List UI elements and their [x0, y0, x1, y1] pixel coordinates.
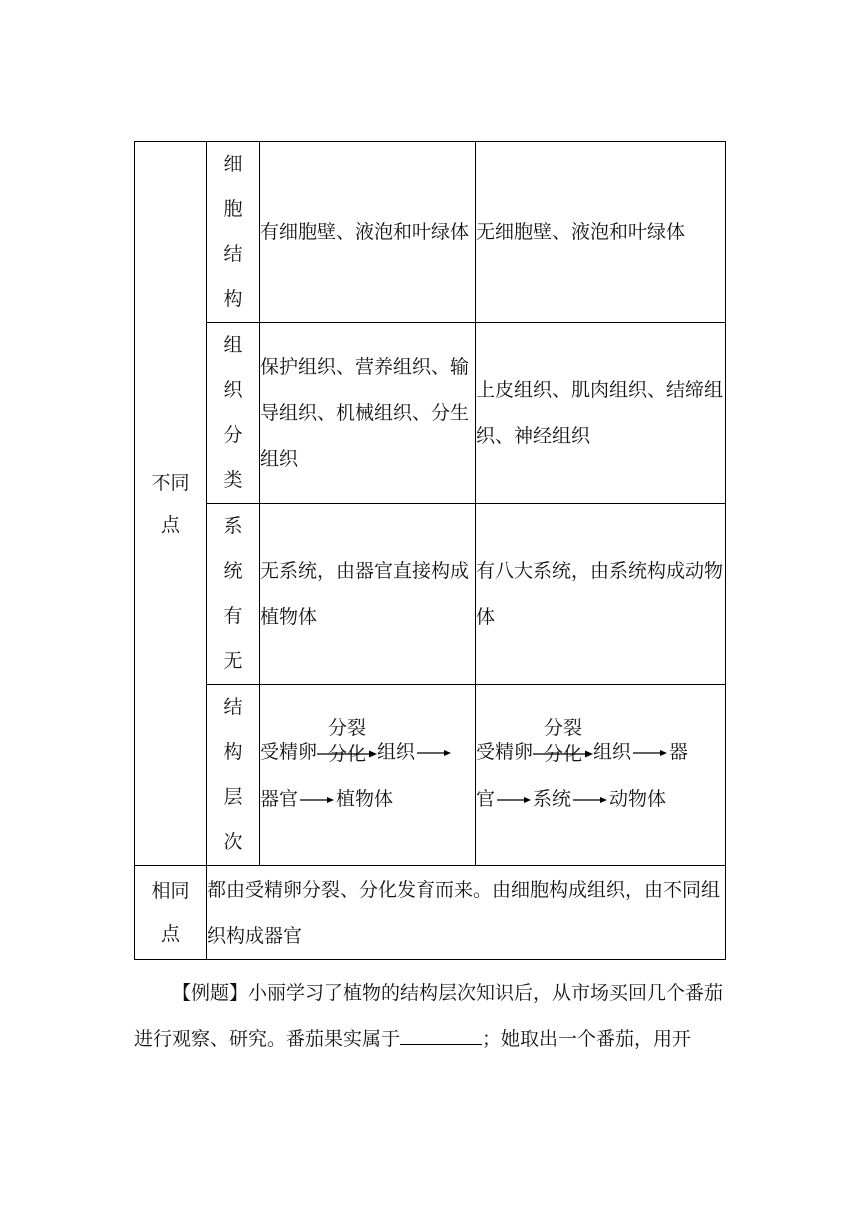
plant-structure-line-1	[260, 716, 475, 776]
flow-step: 器官	[260, 787, 299, 810]
answer-blank[interactable]	[400, 1026, 482, 1045]
table-row	[135, 504, 726, 685]
arrow-icon	[317, 742, 377, 766]
heading-char: 织	[223, 379, 243, 401]
table-row	[135, 866, 726, 960]
table-row	[135, 685, 726, 866]
flow-step: 器	[669, 740, 689, 763]
plant-cell: 有细胞壁、液泡和叶绿体	[260, 142, 476, 323]
heading-char: 结	[223, 243, 243, 265]
heading-char: 结	[223, 696, 243, 718]
flow-start: 受精卵	[476, 740, 534, 763]
heading-char: 次	[223, 831, 243, 853]
same-label: 相同点	[151, 879, 190, 945]
row-heading-cell	[207, 685, 260, 866]
divide-differentiate-arrow	[317, 716, 377, 776]
plant-structure-line-2	[260, 776, 475, 822]
flow-step: 系统	[533, 787, 572, 810]
heading-char: 构	[223, 741, 243, 763]
animal-cell: 上皮组织、肌肉组织、结缔组织、神经组织	[476, 323, 726, 504]
same-label-cell	[135, 866, 207, 960]
animal-structure-line-1	[476, 716, 725, 776]
animal-cell: 有八大系统，由系统构成动物体	[476, 504, 726, 685]
flow-step: 植物体	[336, 787, 394, 810]
heading-char: 胞	[223, 198, 243, 220]
arrow-top-label: 分裂	[544, 716, 583, 739]
row-heading	[207, 685, 259, 865]
flow-step: 组织	[377, 740, 416, 763]
heading-char: 组	[223, 334, 243, 356]
plant-cell: 保护组织、营养组织、输导组织、机械组织、分生组织	[260, 323, 476, 504]
row-heading-cell	[207, 142, 260, 323]
plant-cell: 无系统，由器官直接构成植物体	[260, 504, 476, 685]
example-text: 小丽学习了植物的结构层次知识后，从市场买回几个番茄进行观察、研究。番茄果实属于	[134, 982, 724, 1050]
arrow-icon	[300, 795, 334, 805]
arrow-bottom-label: 分化	[544, 742, 583, 765]
heading-char: 分	[223, 424, 243, 446]
animal-structure-line-2	[476, 776, 725, 822]
example-tag: 【例题】	[172, 982, 249, 1004]
heading-char: 类	[223, 469, 243, 491]
flow-start: 受精卵	[260, 740, 318, 763]
row-heading-cell	[207, 504, 260, 685]
arrow-icon	[633, 748, 667, 758]
group-label-cell	[135, 142, 207, 866]
divide-differentiate-arrow	[533, 716, 593, 776]
arrow-icon	[497, 795, 531, 805]
flow-step: 动物体	[609, 787, 667, 810]
flow-step: 官	[476, 787, 496, 810]
arrow-bottom-label: 分化	[328, 742, 367, 765]
row-heading	[207, 504, 259, 684]
heading-char: 构	[223, 288, 243, 310]
animal-structure-cell	[476, 685, 726, 866]
heading-char: 有	[223, 605, 243, 627]
group-label: 不同点	[151, 471, 190, 536]
animal-cell: 无细胞壁、液泡和叶绿体	[476, 142, 726, 323]
heading-char: 统	[223, 560, 243, 582]
same-text-cell: 都由受精卵分裂、分化发育而来。由细胞构成组织，由不同组织构成器官	[207, 866, 726, 960]
arrow-icon	[417, 748, 451, 758]
arrow-top-label: 分裂	[328, 716, 367, 739]
row-heading	[207, 323, 259, 503]
comparison-table	[134, 141, 726, 960]
row-heading-cell	[207, 323, 260, 504]
table-row	[135, 142, 726, 323]
heading-char: 系	[223, 515, 243, 537]
heading-char: 细	[223, 153, 243, 175]
row-heading	[207, 142, 259, 322]
heading-char: 层	[223, 786, 243, 808]
table-row	[135, 323, 726, 504]
example-paragraph	[134, 970, 738, 1062]
heading-char: 无	[223, 650, 243, 672]
arrow-icon	[533, 742, 593, 766]
example-text-continued: ；她取出一个番茄，用开	[482, 1028, 692, 1050]
flow-step: 组织	[593, 740, 632, 763]
arrow-icon	[573, 795, 607, 805]
plant-structure-cell	[260, 685, 476, 866]
